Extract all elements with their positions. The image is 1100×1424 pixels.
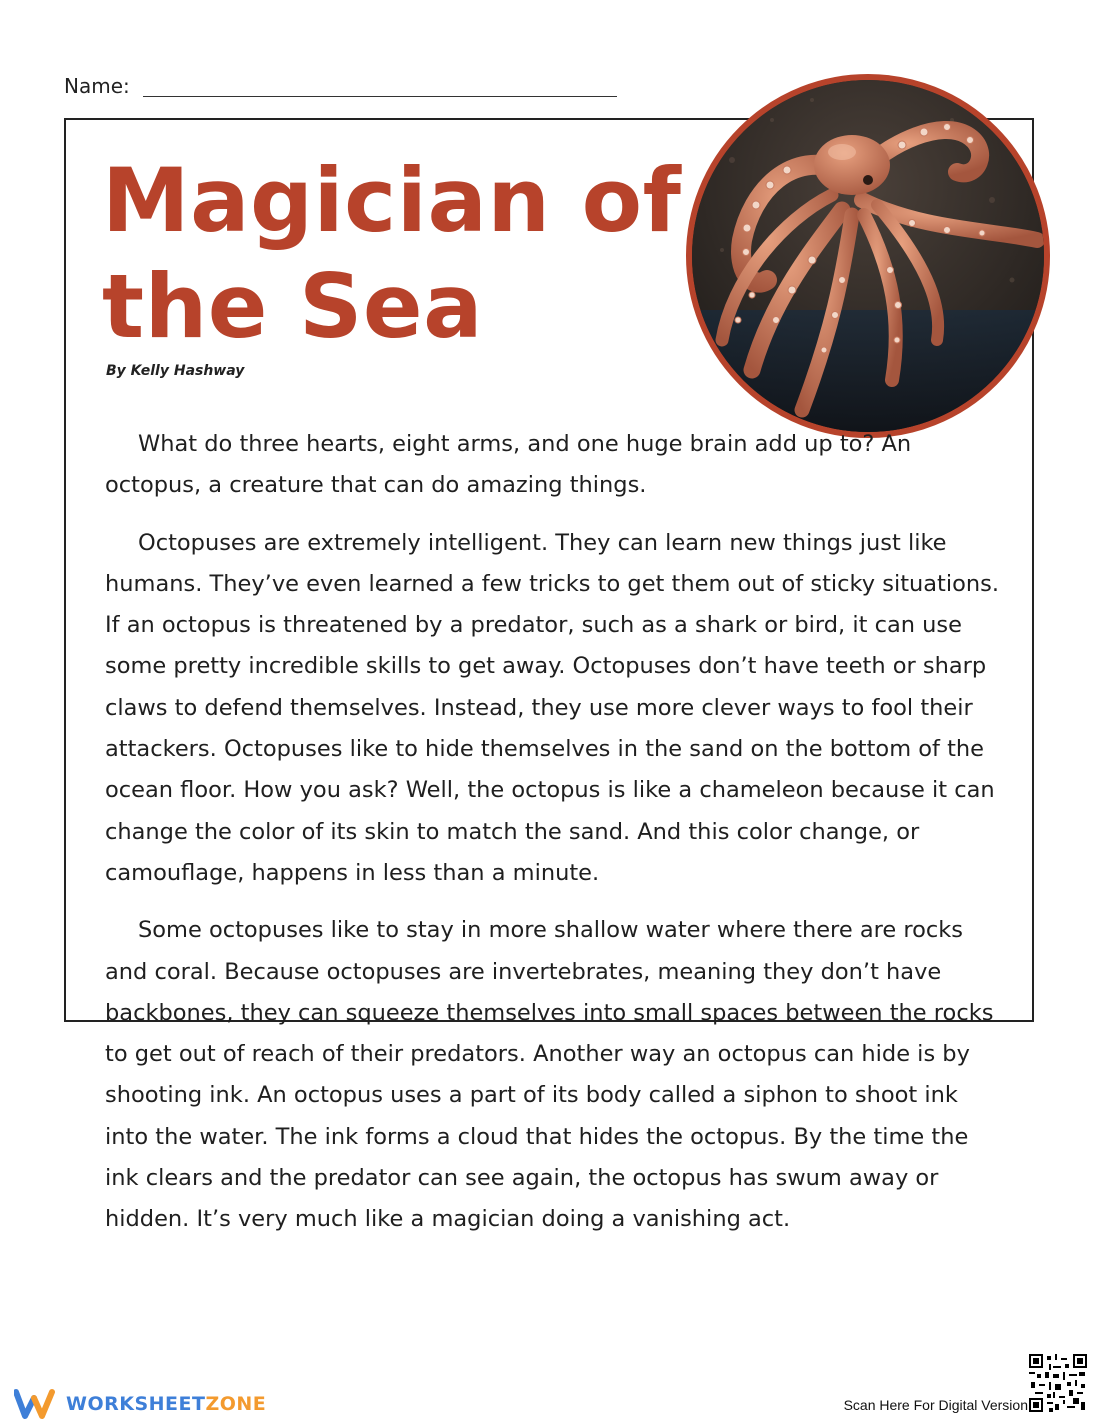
- w-logo-icon: [14, 1388, 58, 1420]
- worksheetzone-logo[interactable]: [14, 1384, 266, 1424]
- byline: By Kelly Hashway: [106, 363, 245, 379]
- page-title: Magician of the Sea: [102, 149, 682, 358]
- article-body: [105, 424, 1005, 1257]
- brand-name: [66, 1393, 266, 1415]
- octopus-photo: [686, 74, 1050, 438]
- brand-part1: WORKSHEET: [66, 1393, 206, 1415]
- paragraph: What do three hearts, eight arms, and one huge brain add up to? An octopus, a creature that can do amazing things.: [105, 431, 912, 499]
- paragraph: Some octopuses like to stay in more shallow water where there are rocks and coral. Because octopuses are invertebrates, meaning they don’t have backbones, they can squeeze themselves into small spaces between the rocks to get out of reach of their predators. Another way an octopus can hide is by shooting ink. An octopus uses a part of its body called a siphon to shoot ink into the water. The ink forms a cloud that hides the octopus. By the time the ink clears and the predator can see again, the octopus has swum away or hidden. It’s very much like a magician doing a vanishing act.: [105, 917, 994, 1233]
- name-label: Name:: [64, 74, 130, 98]
- qr-code-icon[interactable]: [1029, 1354, 1087, 1412]
- scan-text: Scan Here For Digital Version: [843, 1397, 1028, 1413]
- brand-part2: ZONE: [205, 1393, 267, 1415]
- paragraph: Octopuses are extremely intelligent. They can learn new things just like humans. They’ve even learned a few tricks to get them out of sticky situations. If an octopus is threatened by a predator, such as a shark or bird, it can use some pretty incredible skills to get away. Octopuses don’t have teeth or sharp claws to defend themselves. Instead, they use more clever ways to fool their attackers. Octopuses like to hide themselves in the sand on the bottom of the ocean floor. How you ask? Well, the octopus is like a chameleon because it can change the color of its skin to match the sand. And this color change, or camouflage, happens in less than a minute.: [105, 529, 1000, 886]
- name-line[interactable]: [143, 96, 617, 97]
